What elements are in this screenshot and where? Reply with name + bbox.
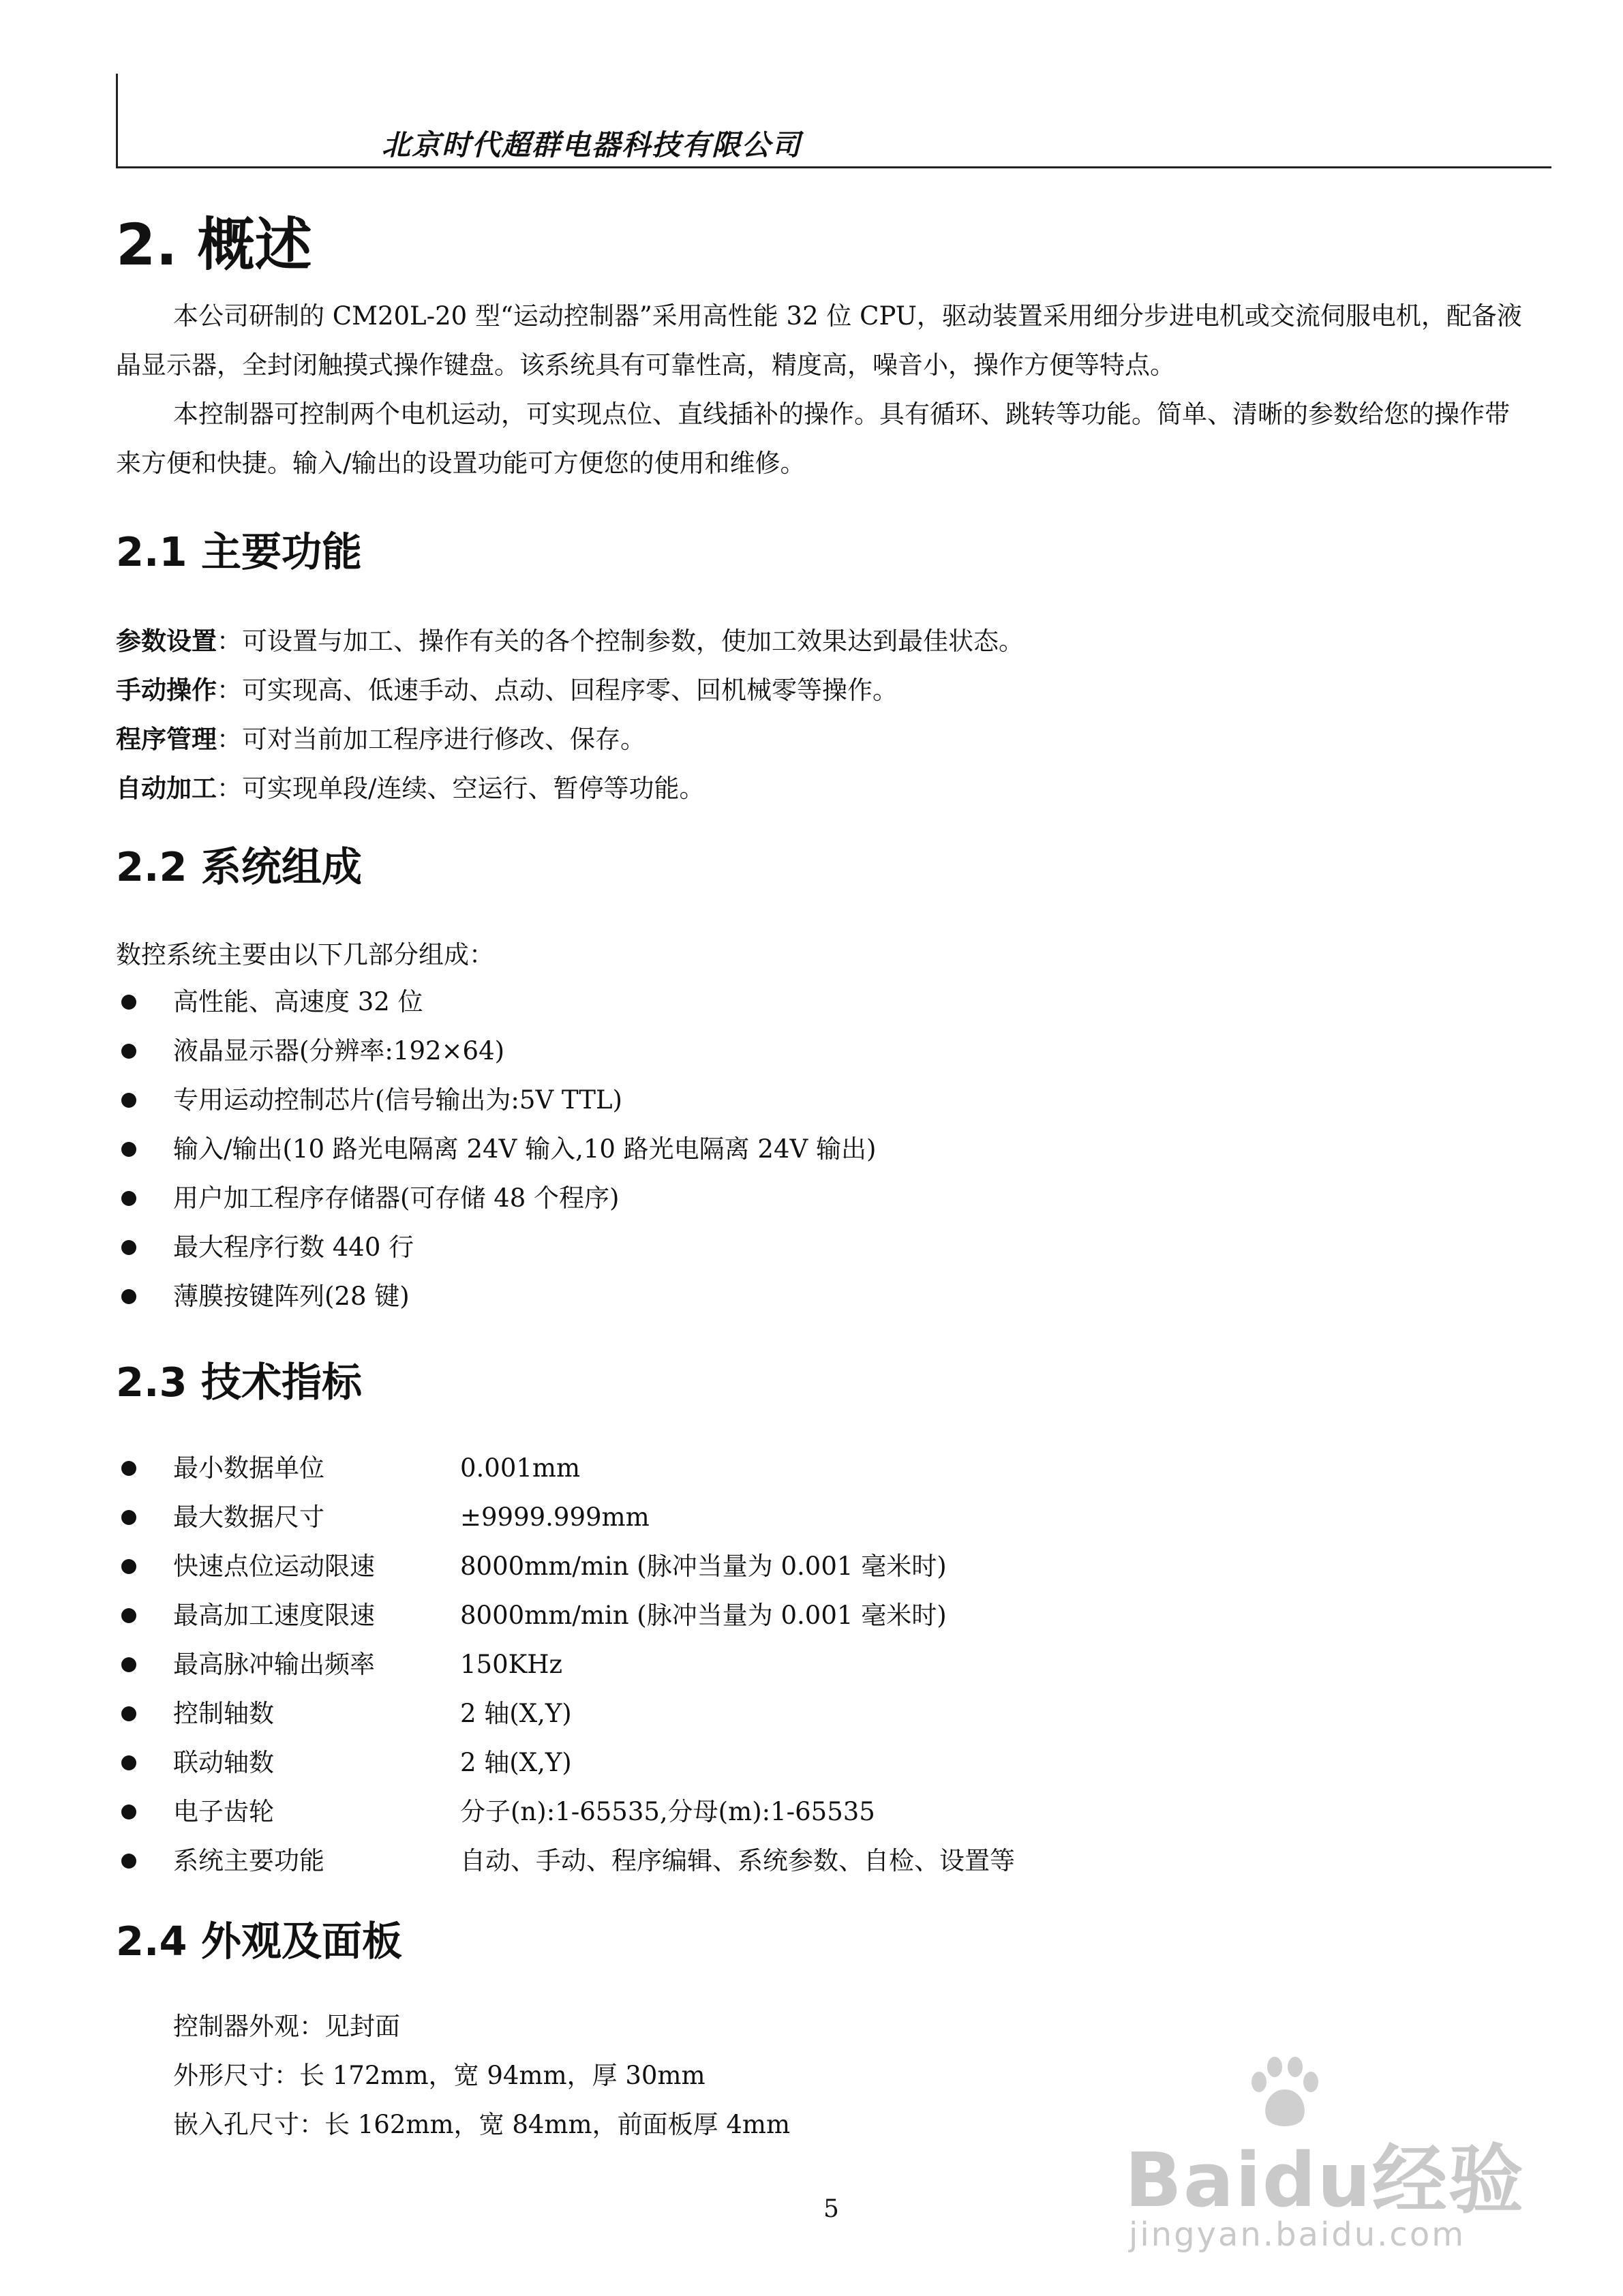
spec-name: 系统主要功能 (173, 1846, 324, 1875)
spec-name: 快速点位运动限速 (173, 1552, 375, 1581)
spec-value: 150KHz (460, 1650, 563, 1679)
watermark-url: jingyan.baidu.com (1129, 2216, 1466, 2254)
bullet-icon (121, 1289, 136, 1304)
header-company: 北京时代超群电器科技有限公司 (382, 128, 802, 162)
spec-value: 自动、手动、程序编辑、系统参数、自检、设置等 (460, 1846, 1015, 1875)
bullet-icon (121, 1461, 136, 1476)
bullet-icon (121, 1854, 136, 1869)
bullet-icon (121, 1657, 136, 1672)
function-text: ：可对当前加工程序进行修改、保存。 (217, 725, 646, 754)
function-text: ：可设置与加工、操作有关的各个控制参数，使加工效果达到最佳状态。 (217, 626, 1024, 656)
section-2-1-heading: 2.1 主要功能 (116, 528, 363, 575)
function-item (116, 768, 704, 804)
bullet-icon (121, 995, 136, 1010)
spec-value: ±9999.999mm (460, 1502, 650, 1532)
bullet-icon (121, 1044, 136, 1059)
spec-name: 联动轴数 (173, 1748, 274, 1777)
section-2-2-heading: 2.2 系统组成 (116, 843, 363, 890)
header-rule (116, 166, 1551, 168)
spec-value: 8000mm/min (脉冲当量为 0.001 毫米时) (460, 1601, 947, 1630)
spec-name: 控制轴数 (173, 1699, 274, 1728)
spec-value: 2 轴(X,Y) (460, 1748, 572, 1777)
page-number: 5 (823, 2195, 839, 2223)
function-text: ：可实现高、低速手动、点动、回程序零、回机械零等操作。 (217, 676, 898, 705)
function-item (116, 719, 646, 755)
section-2-4-heading: 2.4 外观及面板 (116, 1918, 403, 1965)
function-item (116, 669, 898, 706)
watermark-logo: Baidu经验 (1125, 2136, 1525, 2224)
bullet-icon (121, 1191, 136, 1206)
bullet-icon (121, 1559, 136, 1574)
function-label: 自动加工 (116, 773, 217, 803)
function-item (116, 620, 1024, 657)
intro-paragraph-1: 本公司研制的 CM20L-20 型“运动控制器”采用高性能 32 位 CPU，驱动装置采用细分步进电机或交流伺服电机，配备液晶显示器，全封闭触摸式操作键盘。该系统具有可靠性高，精度高，噪音小，操作方便等特点。 (116, 301, 1522, 380)
bullet-icon (121, 1510, 136, 1525)
bullet-icon (121, 1093, 136, 1108)
spec-value: 8000mm/min (脉冲当量为 0.001 毫米时) (460, 1552, 947, 1581)
bullet-icon (121, 1755, 136, 1770)
spec-value: 分子(n):1-65535,分母(m):1-65535 (460, 1797, 875, 1826)
function-label: 程序管理 (116, 724, 217, 754)
dimensions-line: 外形尺寸：长 172mm，宽 94mm，厚 30mm (173, 2061, 706, 2090)
page-title: 2. 概述 (116, 211, 312, 278)
header-vertical-rule (116, 74, 118, 166)
appearance-line: 控制器外观：见封面 (173, 2012, 400, 2041)
spec-name: 最高脉冲输出频率 (173, 1650, 375, 1679)
bullet-icon (121, 1240, 136, 1255)
spec-name: 最大数据尺寸 (173, 1502, 324, 1532)
function-label: 参数设置 (116, 626, 217, 656)
bullet-icon (121, 1804, 136, 1819)
function-label: 手动操作 (116, 675, 217, 705)
intro-paragraph-2: 本控制器可控制两个电机运动，可实现点位、直线插补的操作。具有循环、跳转等功能。简单、清晰的参数给您的操作带来方便和快捷。输入/输出的设置功能可方便您的使用和维修。 (116, 399, 1510, 478)
spec-value: 0.001mm (460, 1453, 581, 1483)
baidu-watermark (1125, 2045, 1561, 2270)
spec-name: 电子齿轮 (173, 1797, 274, 1826)
bullet-icon (121, 1608, 136, 1623)
spec-name: 最高加工速度限速 (173, 1601, 375, 1630)
cutout-line: 嵌入孔尺寸：长 162mm，宽 84mm，前面板厚 4mm (173, 2110, 791, 2139)
function-text: ：可实现单段/连续、空运行、暂停等功能。 (217, 774, 705, 803)
section-2-2-intro: 数控系统主要由以下几部分组成： (116, 940, 494, 969)
spec-value: 2 轴(X,Y) (460, 1699, 572, 1728)
bullet-icon (121, 1706, 136, 1721)
section-2-3-heading: 2.3 技术指标 (116, 1359, 363, 1406)
spec-name: 最小数据单位 (173, 1453, 324, 1483)
bullet-icon (121, 1142, 136, 1157)
